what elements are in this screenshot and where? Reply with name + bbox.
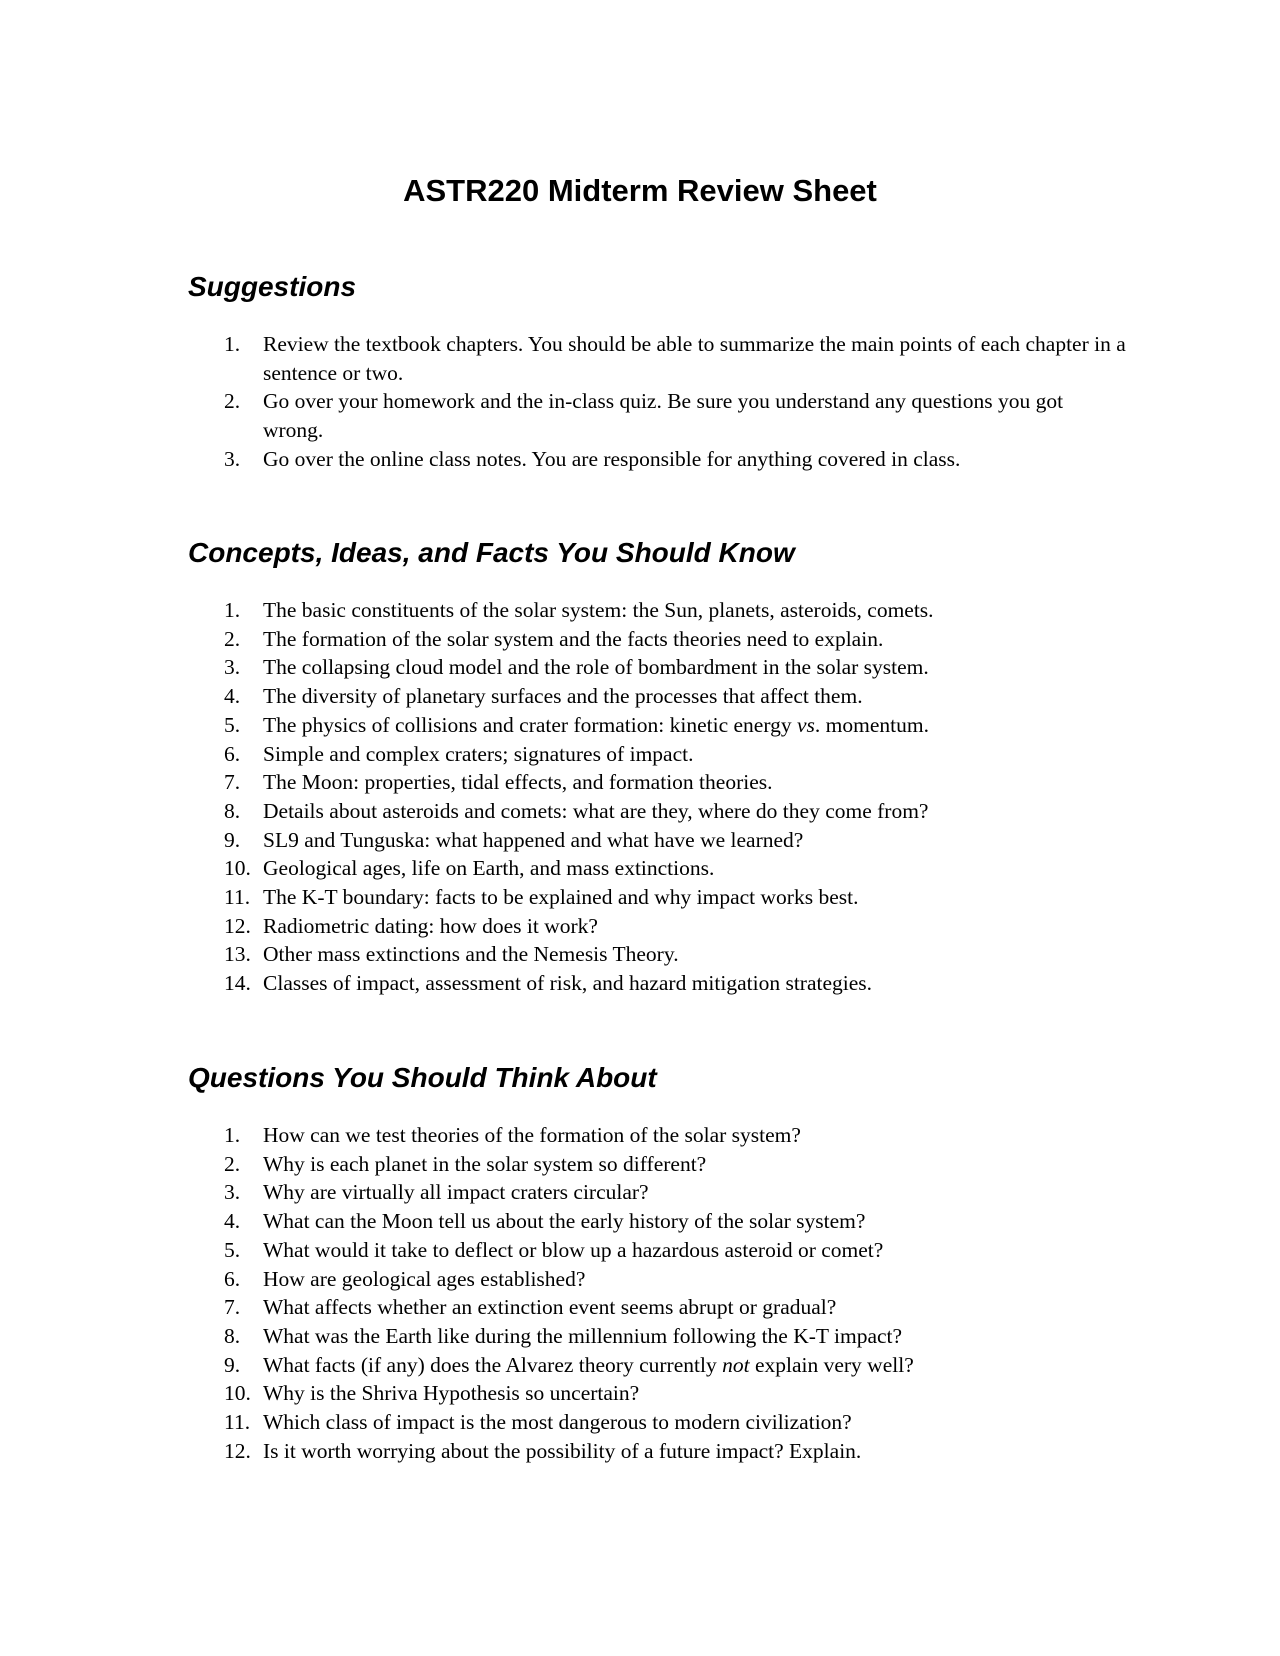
list-item [188,1121,1128,1150]
item-number: 14. [224,971,251,996]
list-item [188,854,1128,883]
item-text: Why is the Shriva Hypothesis so uncertain? [263,1381,640,1406]
item-number: 6. [224,741,241,766]
list-item [188,682,1128,711]
item-text: How are geological ages established? [263,1266,586,1291]
list-item [188,1150,1128,1179]
item-number: 11. [224,885,251,910]
item-text: What would it take to deflect or blow up a hazardous asteroid or comet? [263,1237,884,1262]
item-number: 3. [224,1180,241,1205]
list-item [188,883,1128,912]
item-number: 3. [224,446,241,471]
item-text: The collapsing cloud model and the role of bombardment in the solar system. [263,655,929,680]
item-text: Why is each planet in the solar system so different? [263,1151,707,1176]
list-item [188,740,1128,769]
item-number: 10. [224,1381,251,1406]
item-text: The Moon: properties, tidal effects, and formation theories. [263,770,773,795]
item-number: 7. [224,1295,241,1320]
item-text: The K-T boundary: facts to be explained and why impact works best. [263,885,859,910]
concepts-list [188,596,1128,998]
item-number: 8. [224,798,241,823]
item-text: Go over the online class notes. You are responsible for anything covered in class. [263,446,961,471]
item-text-part: . momentum. [814,712,929,737]
list-item [188,912,1128,941]
item-number: 1. [224,332,241,356]
item-text: What was the Earth like during the millennium following the K-T impact? [263,1323,903,1348]
item-text [263,1353,914,1377]
list-item [188,1236,1128,1265]
item-text: What affects whether an extinction event seems abrupt or gradual? [263,1295,837,1320]
item-text: Simple and complex craters; signatures of impact. [263,741,694,766]
item-number: 9. [224,827,241,852]
item-text: Geological ages, life on Earth, and mass extinctions. [263,856,715,881]
section-suggestions [188,270,1128,474]
list-item [188,826,1128,855]
item-number: 12. [224,913,251,938]
list-item [188,768,1128,797]
item-number: 2. [224,626,241,651]
list-item [188,1437,1128,1466]
item-text: Classes of impact, assessment of risk, and hazard mitigation strategies. [263,971,873,996]
item-number: 5. [224,1237,241,1262]
item-text: What can the Moon tell us about the early history of the solar system? [263,1209,866,1234]
item-text-part: The physics of collisions and crater formation: kinetic energy [263,712,797,737]
list-item [188,596,1128,625]
list-item [188,1207,1128,1236]
list-item [188,1379,1128,1408]
item-number: 6. [224,1266,241,1291]
item-number: 4. [224,684,241,709]
item-text: Why are virtually all impact craters circular? [263,1180,649,1205]
item-text: Other mass extinctions and the Nemesis Theory. [263,942,679,967]
item-text: The basic constituents of the solar system: the Sun, planets, asteroids, comets. [263,598,934,622]
list-item [188,940,1128,969]
item-text-emphasis: not [722,1352,750,1377]
list-item [188,1178,1128,1207]
item-number: 5. [224,712,241,737]
item-text-part: explain very well? [749,1352,914,1377]
list-item [188,653,1128,682]
list-item [188,797,1128,826]
item-number: 2. [224,389,241,414]
item-number: 4. [224,1209,241,1234]
item-number: 1. [224,1123,241,1147]
list-item [188,1351,1128,1380]
item-number: 1. [224,598,241,622]
list-item [188,711,1128,740]
list-item [188,1408,1128,1437]
item-number: 8. [224,1323,241,1348]
item-text: How can we test theories of the formation of the solar system? [263,1123,801,1147]
item-text: Go over your homework and the in-class quiz. Be sure you understand any questions you got wrong. [263,389,1064,443]
item-text: The formation of the solar system and the facts theories need to explain. [263,626,884,651]
list-item [188,445,1128,474]
item-text [263,713,929,737]
item-text: Radiometric dating: how does it work? [263,913,598,938]
item-number: 9. [224,1352,241,1377]
section-heading-questions: Questions You Should Think About [188,1062,657,1093]
item-text-emphasis: vs [796,712,815,737]
list-item [188,1265,1128,1294]
list-item [188,1322,1128,1351]
item-number: 13. [224,942,251,967]
section-heading-suggestions: Suggestions [188,271,357,302]
item-number: 12. [224,1438,251,1463]
suggestions-list [188,330,1128,474]
item-text: Is it worth worrying about the possibility of a future impact? Explain. [263,1438,862,1463]
section-heading-concepts: Concepts, Ideas, and Facts You Should Know [188,537,795,568]
item-number: 3. [224,655,241,680]
item-number: 10. [224,856,251,881]
section-questions [188,1061,1128,1465]
item-text: SL9 and Tunguska: what happened and what have we learned? [263,827,804,852]
item-text: Review the textbook chapters. You should be able to summarize the main points of each chapter in a sentence or two. [263,332,1126,385]
list-item [188,969,1128,998]
questions-list [188,1121,1128,1465]
item-text: Details about asteroids and comets: what are they, where do they come from? [263,798,929,823]
item-number: 7. [224,770,241,795]
list-item [188,1293,1128,1322]
list-item [188,387,1128,444]
list-item [188,330,1128,387]
section-concepts [188,536,1128,998]
item-number: 2. [224,1151,241,1176]
item-text-part: What facts (if any) does the Alvarez theory currently [263,1352,723,1377]
item-number: 11. [224,1410,251,1435]
page-title: ASTR220 Midterm Review Sheet [403,173,877,208]
item-text: Which class of impact is the most dangerous to modern civilization? [263,1410,852,1435]
list-item [188,625,1128,654]
item-text: The diversity of planetary surfaces and the processes that affect them. [263,684,863,709]
